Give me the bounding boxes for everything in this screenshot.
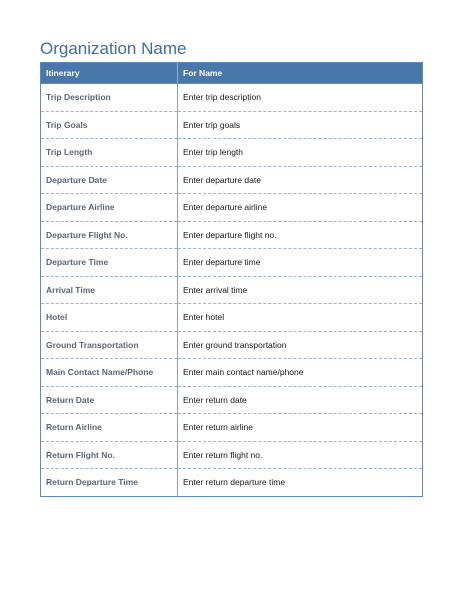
row-value-field[interactable]: Enter return flight no. [178, 441, 423, 469]
page-title: Organization Name [40, 39, 187, 58]
row-label: Departure Flight No. [41, 221, 178, 249]
row-value-field[interactable]: Enter ground transportation [178, 331, 423, 359]
row-value-field[interactable]: Enter return date [178, 386, 423, 414]
table-row [41, 469, 423, 497]
row-value-field[interactable]: Enter hotel [178, 304, 423, 332]
table-row [41, 304, 423, 332]
row-label: Return Date [41, 386, 178, 414]
row-value-field[interactable]: Enter departure time [178, 249, 423, 277]
row-value-field[interactable]: Enter departure date [178, 166, 423, 194]
table-row [41, 139, 423, 167]
table-header-row [41, 63, 423, 84]
row-value-field[interactable]: Enter return airline [178, 414, 423, 442]
row-value-field[interactable]: Enter trip description [178, 84, 423, 112]
table-row [41, 166, 423, 194]
table-row [41, 111, 423, 139]
row-value-field[interactable]: Enter departure airline [178, 194, 423, 222]
row-label: Trip Length [41, 139, 178, 167]
row-label: Ground Transportation [41, 331, 178, 359]
table-row [41, 221, 423, 249]
row-label: Trip Goals [41, 111, 178, 139]
row-label: Return Departure Time [41, 469, 178, 497]
table-row [41, 84, 423, 112]
row-label: Departure Date [41, 166, 178, 194]
row-value-field[interactable]: Enter arrival time [178, 276, 423, 304]
row-label: Hotel [41, 304, 178, 332]
table-row [41, 386, 423, 414]
itinerary-table [40, 62, 423, 497]
row-value-field[interactable]: Enter trip length [178, 139, 423, 167]
row-label: Main Contact Name/Phone [41, 359, 178, 387]
table-row [41, 331, 423, 359]
table-row [41, 414, 423, 442]
table-row [41, 359, 423, 387]
row-label: Return Airline [41, 414, 178, 442]
table-row [41, 249, 423, 277]
row-label: Departure Time [41, 249, 178, 277]
row-value-field[interactable]: Enter return departure time [178, 469, 423, 497]
row-label: Departure Airline [41, 194, 178, 222]
column-header-itinerary: Itinerary [41, 63, 178, 84]
table-row [41, 441, 423, 469]
table-row [41, 194, 423, 222]
row-label: Return Flight No. [41, 441, 178, 469]
row-label: Trip Description [41, 84, 178, 112]
column-header-for-name: For Name [178, 63, 423, 84]
table-row [41, 276, 423, 304]
row-value-field[interactable]: Enter trip goals [178, 111, 423, 139]
row-value-field[interactable]: Enter departure flight no. [178, 221, 423, 249]
row-value-field[interactable]: Enter main contact name/phone [178, 359, 423, 387]
row-label: Arrival Time [41, 276, 178, 304]
